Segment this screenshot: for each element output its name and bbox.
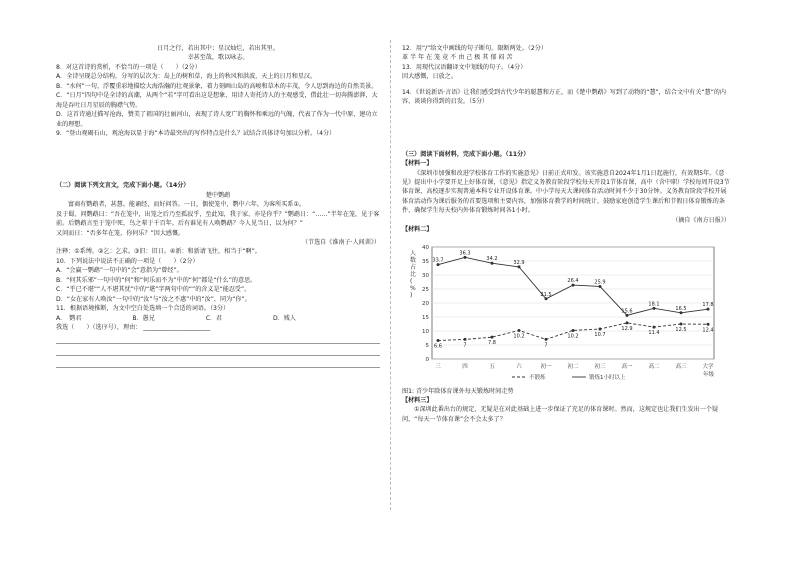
material-1-text: 《深圳市加强和改进学校体育工作的实施意见》日前正式印发。该实施意自2024年1月1日起施行，有效期5年。《意见》提出中小学要开足上好体育课，《意见》指定义务教育阶段学校每天开设1节体育课，高中（含中职）学校每周开设3节体育课，高校逐步实现普通本科专业开设体育课。中小学每天大课间体育活动时间不少于30分钟。义务教育阶段学校开展体育活动作为课后服务的首要选项和主要内容，加强体育教学的时间统计，鼓励家庭创造学生课后和节假日体育锻炼的条件，确保学生每天校内外体育锻炼时间各1小时。 <box>402 169 730 215</box>
passage-title: 楚中鹦鹉 <box>205 191 231 199</box>
q11-choose-label: 我选（ ）（选序号），理由： <box>56 323 142 331</box>
data-label: 18.1 <box>648 300 660 307</box>
q10-option-a: A．“会赢一鹦鹉”一句中的“会”意指为“曾经”。 <box>56 267 183 275</box>
q11-answer-prompt <box>56 323 380 332</box>
chart-caption: 图1: 青少年除体育课外每天锻炼时间走势 <box>402 387 514 395</box>
q11-fill-line[interactable]: ______________________ <box>143 323 211 331</box>
data-label: 10.7 <box>594 331 606 338</box>
x-tick-label: 初一 <box>540 363 552 370</box>
data-label: 32.9 <box>513 259 525 266</box>
data-label: 21.5 <box>540 291 552 298</box>
question-8: 8．对这首诗的赏析，不恰当的一项是（ ）（2分） <box>56 63 201 71</box>
data-point <box>437 339 440 342</box>
answer-line-1[interactable] <box>56 334 380 344</box>
answer-line-2[interactable] <box>56 346 380 356</box>
q8-option-a: A．全诗呈现总分结构，分写的层次为：岛上的树和草，海上的秋风和洪波，天上的日月和星汉。 <box>56 73 317 81</box>
q10-option-c: C．“乎已不堪”“人不堪其忧”中的“堪”字两句中的“”的含义是“能忍受”。 <box>56 286 251 294</box>
y-tick-label: 0 <box>425 356 429 363</box>
data-label: 17.8 <box>702 301 714 308</box>
material-2-heading: 【材料二】 <box>402 226 433 234</box>
y-axis-label: 人数占比( % ) <box>410 249 417 299</box>
x-tick-label: 大学 <box>702 363 714 370</box>
data-point <box>653 325 656 328</box>
q11-options <box>56 314 296 323</box>
data-label: 16.5 <box>675 305 687 312</box>
x-tick-label: 高二 <box>648 363 660 370</box>
q13-sentence: 因大感慨，日放之。 <box>402 73 457 81</box>
y-tick-label: 20 <box>422 300 429 307</box>
data-label: 7.8 <box>488 339 496 346</box>
y-tick-label: 25 <box>422 286 429 293</box>
question-9: 9．“登山观碣石山，观沧海以显于海”本诗最突出的写作特点是什么？试结合具体诗句加以分析。（4分） <box>56 129 336 137</box>
y-tick-label: 15 <box>422 314 429 321</box>
x-tick-label: 六 <box>516 363 522 370</box>
poem-line-2: 幸甚至哉，歌以咏志。 <box>187 54 249 62</box>
data-point <box>707 322 710 325</box>
passage-para-3: 又问而日：“否多年在笼，你何乐？”因大感慨。 <box>56 229 185 237</box>
answer-line-3[interactable] <box>56 358 380 368</box>
section-3-heading: （三）阅读下面材料，完成下面小题。（11分） <box>402 150 530 158</box>
y-tick-label: 40 <box>422 244 429 251</box>
q8-option-c: C．“日月”四句中是全诗的高潮，从两个“若”字可看出这是想象，用诗人寄托诗人的主观感受，借此壮一切奔腾澎湃，大海是吞吐日月星辰的胸襟气势。 <box>56 92 378 109</box>
data-label: 34.2 <box>486 255 498 262</box>
data-label: 7 <box>544 341 548 348</box>
q11-option-b: B．愚兄 <box>132 314 155 322</box>
material-3-heading: 【材料三】 <box>402 397 433 404</box>
data-point <box>491 335 494 338</box>
q8-option-d: D．这首诗通过描写沧海，赞美了祖国的壮丽河山，表现了诗人宽广的胸怀和乘远的气魄，代表了作为一代中原，建功立业的理想。 <box>56 111 378 128</box>
section-2-heading: （二）阅读下列文言文，完成下面小题。（14分） <box>56 182 190 190</box>
q11-option-d: D．贱人 <box>273 314 296 322</box>
question-10: 10．下列说法中说法不正确的一项是（ ）（2分） <box>56 257 199 265</box>
material-3-text: ①深圳此番出台的规定，无疑是在对此基础上进一步保证了充足的体育课时。然而，这规定也让我们生发出一个疑问，“每天一节体育课”会不会太多了？ <box>402 406 719 423</box>
q11-option-c: C．君 <box>205 314 223 322</box>
material-1-source: （摘自《南方日报》） <box>672 216 730 224</box>
y-tick-label: 5 <box>425 342 429 349</box>
question-14: 14．《世说新语·言语》让我们感受到古代少年的聪慧和方正，而《楚中鹦鹉》写到了动物的“慧”，结合文中有关“慧”的内容，谈谈你得到的启发。（5分） <box>402 88 726 106</box>
x-tick-label: 三 <box>435 363 441 370</box>
poem-line-1: 日月之行，若出其中；星汉灿烂，若出其里。 <box>157 45 279 52</box>
data-point <box>464 337 467 340</box>
x-tick-label: 五 <box>489 363 495 370</box>
passage-para-1: 富商有鹦鹉者，甚慧。能诵经，而好问答。一日，偶使笼中，鹦中六年，为客所买系①。 <box>68 201 306 209</box>
q10-option-b: B．“何其乐邪”一句中的“何”和“何乐而不为”中的“何”都是“什么”的意思。 <box>56 276 257 284</box>
left-column <box>56 44 380 370</box>
data-point <box>599 327 602 330</box>
q12-sentence: 革 半 年 在 笼 竟 不 由 己 极 其 郁 闷 苦 <box>402 54 513 62</box>
x-tick-label: 初二 <box>567 363 579 370</box>
data-label: 12.9 <box>621 325 633 332</box>
data-label: 33.7 <box>432 257 444 264</box>
y-tick-label: 35 <box>422 258 429 265</box>
q10-option-d: D．“女在家有人唤汝”一句中的“汝”与“汝之不惠”中的“汝”，同为“你”。 <box>56 295 251 303</box>
x-tick-label: 高一 <box>621 363 633 370</box>
data-label: 26.4 <box>567 277 579 284</box>
y-tick-label: 10 <box>422 328 429 335</box>
q11-option-a: A． 鹦君 <box>56 314 82 322</box>
right-column <box>402 44 730 424</box>
data-label: 15.6 <box>621 307 633 314</box>
data-point <box>626 321 629 324</box>
data-label: 10.2 <box>567 333 579 340</box>
passage-source: （节选自《淮南子·人间训》） <box>301 239 380 246</box>
q8-option-b: B．“水何”一句，浮覆重彩地描绘大海浩瀚的壮观景象，着力刻画山岛的高峻和草木的丰茂，令人思到海边的自然美景。 <box>56 82 378 90</box>
data-point <box>572 329 575 332</box>
question-12: 12．用“/”给文中画线的句子断句。限断两处。（2分） <box>402 45 547 52</box>
x-axis-label: 年级 <box>702 371 714 378</box>
question-13: 13．用现代汉语翻译文中划线的句子。（4分） <box>402 63 527 71</box>
data-point <box>680 322 683 325</box>
data-point <box>545 337 548 340</box>
data-label: 25.9 <box>594 279 606 286</box>
data-label: 10.2 <box>513 333 525 340</box>
x-tick-label: 四 <box>462 363 468 370</box>
exercise-chart <box>402 237 730 387</box>
passage-notes: 注释：①系缚。②乞：乞求。③旧：旧日。④新：和新请飞往，相当于“啊”。 <box>56 248 261 256</box>
data-label: 6.6 <box>434 343 442 350</box>
x-tick-label: 高三 <box>675 363 687 370</box>
legend-label: 锻炼1小时以上 <box>589 374 626 381</box>
legend-label: 不锻炼 <box>529 374 546 381</box>
data-label: 36.3 <box>459 249 471 256</box>
x-tick-label: 初三 <box>594 363 606 370</box>
data-label: 7 <box>463 341 467 348</box>
data-label: 12.4 <box>702 326 714 333</box>
data-label: 12.5 <box>675 326 687 333</box>
y-tick-label: 30 <box>422 272 429 279</box>
passage-para-2: 及于蜀，问鹦鹉曰：“吾在笼中，出笼之后乃至孤寂乎，至此知，我于家，亦是你乎？”鹦鹉日：“……”半年在笼，见于客前。后鹦鹉言至于笼中死，鸟之辈于千百年。后有谁见有人唤鹦鹉？今人见当日，以为何？” <box>56 210 380 228</box>
column-divider <box>390 40 391 510</box>
question-11: 11．根据语境推断，为文中空白处选填一个合适的词语。（3分） <box>56 305 230 313</box>
exercise-line-chart <box>402 237 730 387</box>
data-label: 11.4 <box>648 329 660 336</box>
data-point <box>518 329 521 332</box>
material-1-heading: 【材料一】 <box>402 160 433 168</box>
